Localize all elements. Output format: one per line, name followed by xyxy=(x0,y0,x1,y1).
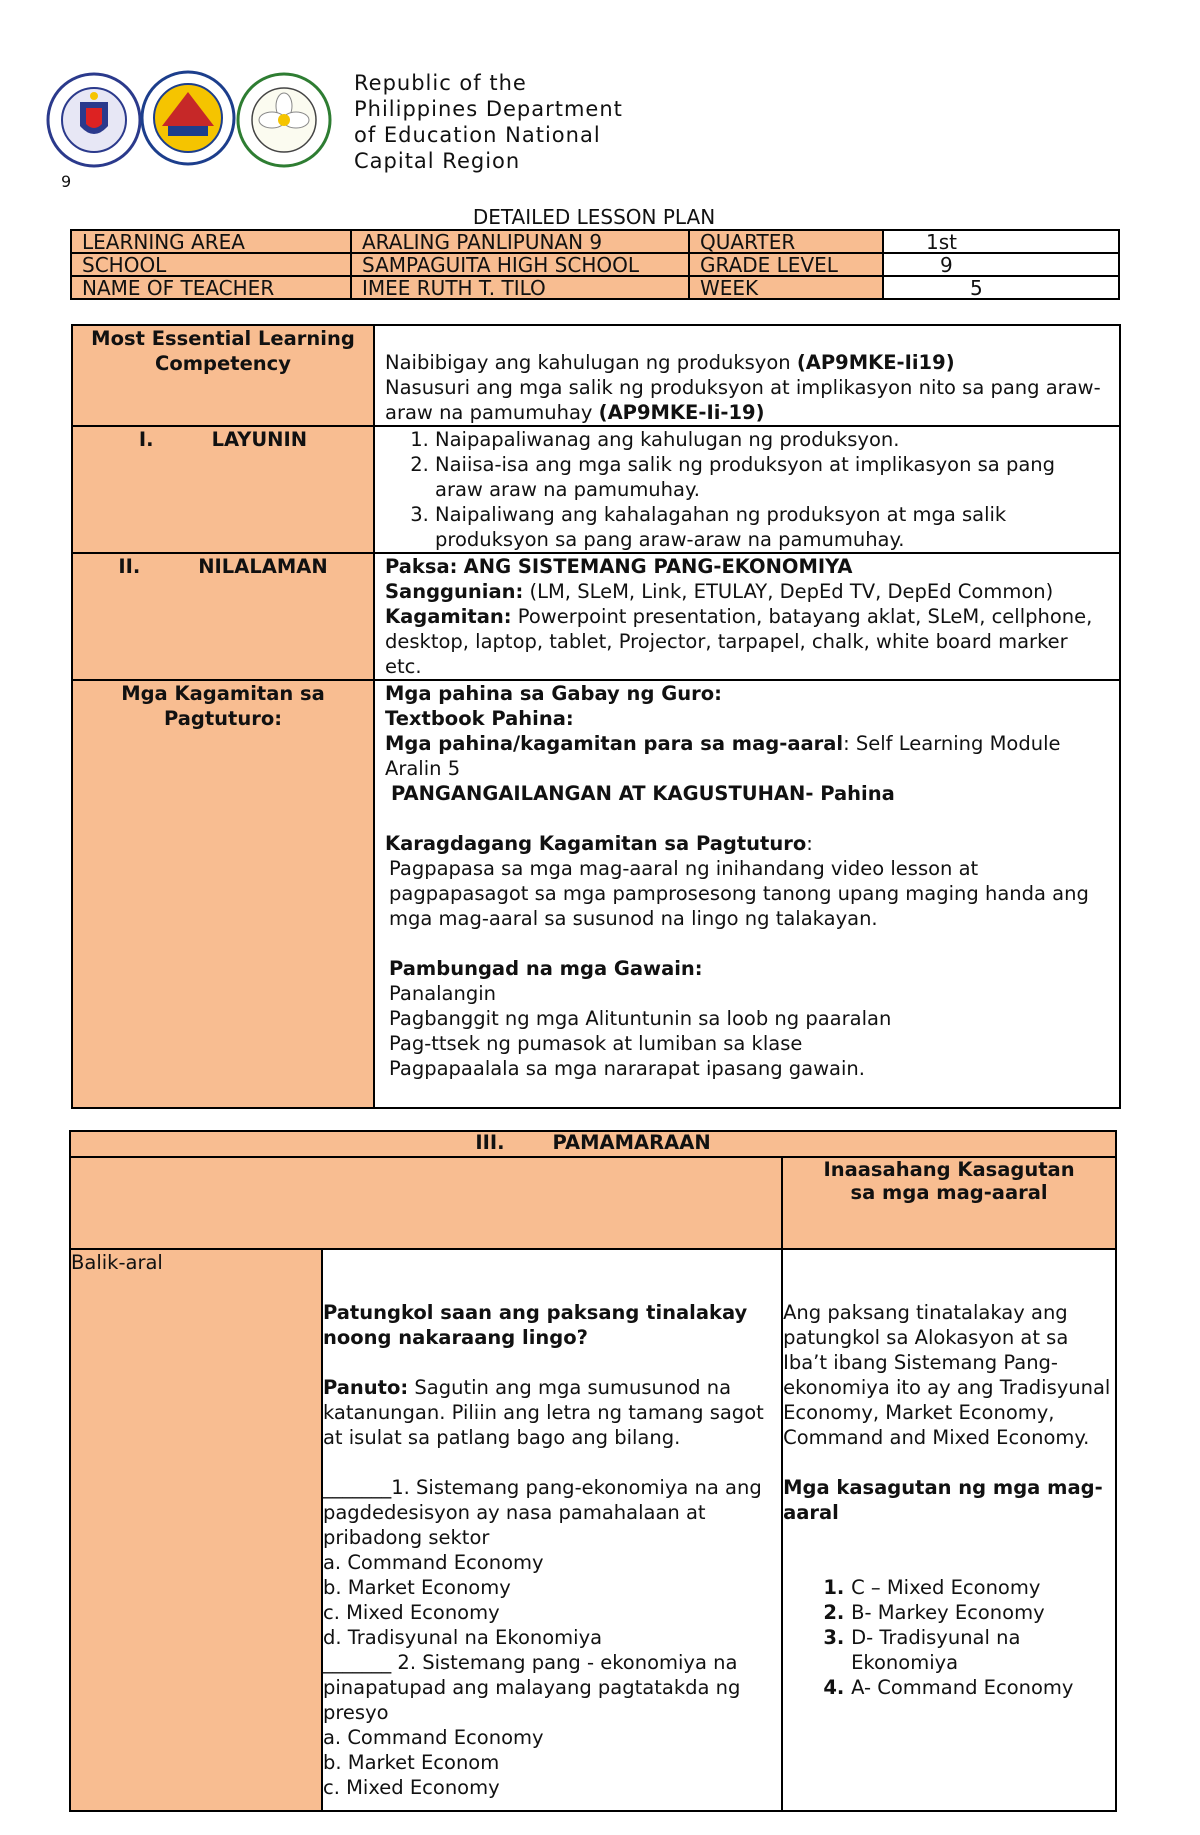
nilalaman-content: Paksa: ANG SISTEMANG PANG-EKONOMIYA Sanggunian: (LM, SLeM, Link, ETULAY, DepEd TV, DepEd Common) Kagamitan: Powerpoint presentation, batayang aklat, SLeM, cellphone, desktop, laptop, tablet, Projector, tarpapel, chalk, white board marker etc. xyxy=(374,553,1120,680)
page-number: 9 xyxy=(61,172,72,191)
kagamitan-content: Mga pahina sa Gabay ng Guro: Textbook Pahina: Mga pahina/kagamitan para sa mag-aaral: Self Learning Module Aralin 5 PANGANGAILANGAN AT KAGUSTUHAN- Pahina Karagdagang Kagamitan sa Pagtuturo: Pagpapasa sa mga mag-aaral ng inihandang video lesson at pagpapasagot sa mga pamprosesong tanong upang maging handa ang mga mag-aaral sa susunod na lingo ng talakayan. Pambungad na mga Gawain: Panalangin Pagbanggit ng mga Alituntunin sa loob ng paaralan Pag-ttsek ng pumasok at lumiban sa klase Pagpapaalala sa mga nararapat ipasang gawain. xyxy=(374,680,1120,1108)
pamamaraan-table xyxy=(69,1130,1117,1812)
republic-header: Republic of the Philippines Department of Education National Capital Region xyxy=(354,71,623,173)
sdo-caloocan-seal-icon xyxy=(140,70,236,166)
table-row xyxy=(72,325,1120,426)
pamamaraan-header: III. PAMAMARAAN xyxy=(70,1131,1116,1157)
answers-content: Ang paksang tinatalakay ang patungkol sa Alokasyon at sa Iba’t ibang Sistemang Pang-ekonomiya ito ay ang Tradisyunal Economy, Market Economy, Command and Mixed Economy. Mga kasagutan ng mga mag-aaral 1. C – Mixed Economy 2. B- Markey Economy 3. D- Tradisyunal na Ekonomiya 4. A- Command Economy xyxy=(782,1249,1116,1811)
melc-label: Most Essential Learning Competency xyxy=(72,325,374,426)
table-row: LEARNING AREA ARALING PANLIPUNAN 9 QUARTER 1st xyxy=(71,230,1119,253)
table-row xyxy=(70,1249,1116,1811)
list-item: 4. A- Command Economy xyxy=(851,1675,1111,1700)
balik-aral-label: Balik-aral xyxy=(70,1249,322,1811)
list-item: 3. D- Tradisyunal na Ekonomiya xyxy=(851,1625,1111,1675)
sampaguita-hs-seal-icon xyxy=(236,72,332,168)
list-item: 2. Naiisa-isa ang mga salik ng produksyon at implikasyon sa pang araw araw na pamumuhay. xyxy=(435,452,1109,502)
table-row xyxy=(72,426,1120,553)
layunin-content xyxy=(374,426,1120,553)
table-row xyxy=(72,553,1120,680)
table-row: SCHOOL SAMPAGUITA HIGH SCHOOL GRADE LEVEL 9 xyxy=(71,253,1119,276)
table-row: NAME OF TEACHER IMEE RUTH T. TILO WEEK 5 xyxy=(71,276,1119,299)
list-item: 1. C – Mixed Economy xyxy=(851,1575,1111,1600)
nilalaman-label: II. NILALAMAN xyxy=(72,553,374,680)
deped-seal-icon xyxy=(46,72,142,168)
balik-aral-content: Patungkol saan ang paksang tinalakay noong nakaraang lingo? Panuto: Sagutin ang mga sumusunod na katanungan. Piliin ang letra ng tamang sagot at isulat sa patlang bago ang bilang. _______1. Sistemang pang-ekonomiya na ang pagdedesisyon ay nasa pamahalaan at pribadong sektor a. Command Economy b. Market Economy c. Mixed Economy d. Tradisyunal na Ekonomiya _______ 2. Sistemang pang - ekonomiya na pinapatupad ang malayang pagtatakda ng presyo a. Command Economy b. Market Econom c. Mixed Economy xyxy=(322,1249,782,1811)
table-row xyxy=(70,1157,1116,1249)
info-table xyxy=(70,229,1120,300)
header-logos xyxy=(46,70,346,170)
table-row xyxy=(72,680,1120,1108)
kagamitan-label: Mga Kagamitan sa Pagtuturo: xyxy=(72,680,374,1108)
list-item: 2. B- Markey Economy xyxy=(851,1600,1111,1625)
layunin-label: I. LAYUNIN xyxy=(72,426,374,553)
table-row xyxy=(70,1131,1116,1157)
page-title: DETAILED LESSON PLAN xyxy=(472,205,716,229)
lesson-table xyxy=(71,324,1121,1109)
inaasahang-header: Inaasahang Kasagutan sa mga mag-aaral xyxy=(782,1157,1116,1249)
list-item: 3. Naipaliwang ang kahalagahan ng produksyon at mga salik produksyon sa pang araw-araw na pamumuhay. xyxy=(435,502,1109,552)
list-item: 1. Naipapaliwanag ang kahulugan ng produksyon. xyxy=(435,427,1109,452)
melc-content: Naibibigay ang kahulugan ng produksyon (AP9MKE-Ii19) Nasusuri ang mga salik ng produksyon at implikasyon nito sa pang araw-araw na pamumuhay (AP9MKE-Ii-19) xyxy=(374,325,1120,426)
